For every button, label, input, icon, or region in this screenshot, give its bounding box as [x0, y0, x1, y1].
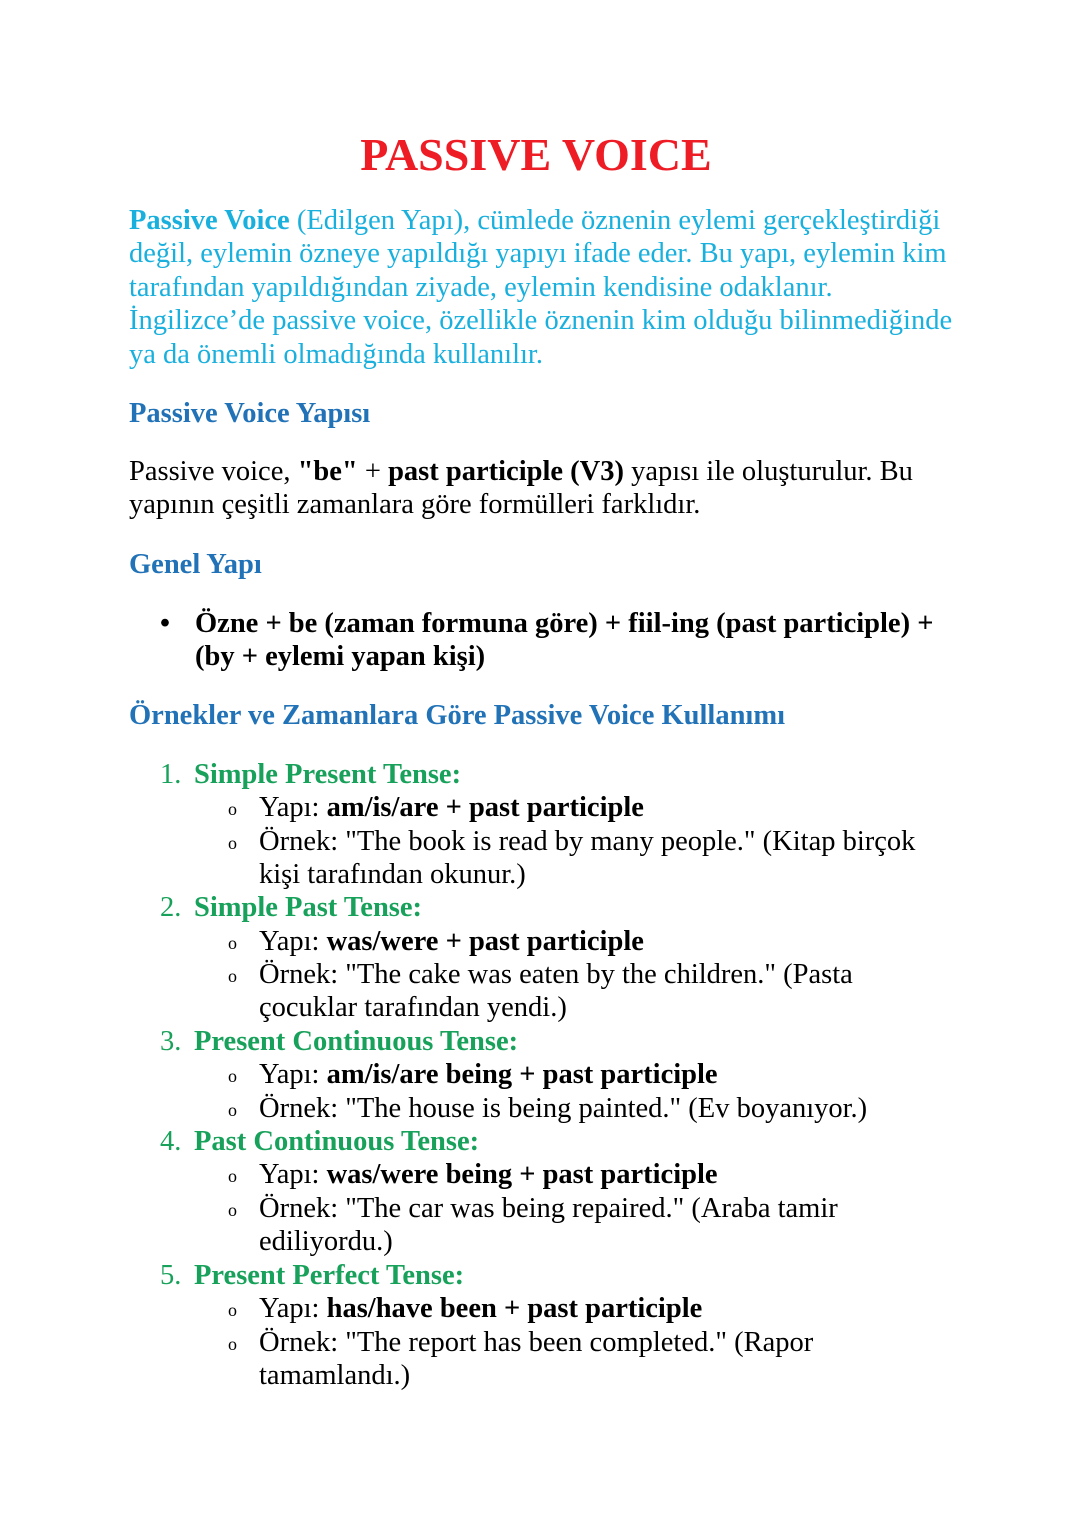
- structure-text-2: +: [357, 456, 389, 487]
- tense-name: Simple Present Tense:: [194, 759, 462, 790]
- bullet-icon: •: [160, 608, 170, 639]
- tense-number: 5.: [160, 1260, 182, 1291]
- tense-number: 1.: [160, 759, 182, 790]
- example-label: Örnek:: [259, 959, 346, 990]
- example-label: Örnek:: [259, 1327, 346, 1358]
- tense-name: Present Continuous Tense:: [194, 1026, 519, 1057]
- example-text: "The book is read by many people." (Kitap birçok kişi tarafından okunur.): [259, 826, 916, 891]
- heading-general: Genel Yapı: [129, 549, 262, 580]
- heading-structure: Passive Voice Yapısı: [129, 398, 371, 429]
- structure-formula: was/were + past participle: [326, 926, 644, 957]
- structure-be: "be": [297, 456, 358, 487]
- tense-name: Present Perfect Tense:: [194, 1260, 465, 1291]
- structure-label: Yapı:: [259, 1293, 327, 1324]
- structure-text-3: yapısı ile oluşturulur. Bu yapının çeşitli zamanlara göre formülleri farklıdır.: [129, 456, 913, 521]
- tense-number: 4.: [160, 1126, 182, 1157]
- structure-v3: past participle (V3): [388, 456, 624, 487]
- general-formula: Özne + be (zaman formuna göre) + fiil-ing (past participle) + (by + eylemi yapan kişi): [195, 608, 934, 673]
- structure-paragraph: [129, 455, 959, 522]
- heading-examples: Örnekler ve Zamanlara Göre Passive Voice Kullanımı: [129, 700, 786, 731]
- intro-term: Passive Voice: [129, 205, 290, 236]
- circle-bullet-icon: o: [228, 1300, 237, 1320]
- circle-bullet-icon: o: [228, 1334, 237, 1354]
- circle-bullet-icon: o: [228, 966, 237, 986]
- example-text: "The report has been completed." (Rapor tamamlandı.): [259, 1327, 814, 1392]
- example-text: "The car was being repaired." (Araba tamir ediliyordu.): [259, 1193, 838, 1258]
- example-text: "The house is being painted." (Ev boyanıyor.): [345, 1093, 868, 1124]
- structure-label: Yapı:: [259, 926, 327, 957]
- structure-text-1: Passive voice,: [129, 456, 298, 487]
- structure-label: Yapı:: [259, 1159, 327, 1190]
- circle-bullet-icon: o: [228, 933, 237, 953]
- example-label: Örnek:: [259, 1093, 346, 1124]
- circle-bullet-icon: o: [228, 1200, 237, 1220]
- example-text: "The cake was eaten by the children." (Pasta çocuklar tarafından yendi.): [259, 959, 853, 1024]
- structure-formula: am/is/are + past participle: [326, 792, 644, 823]
- example-label: Örnek:: [259, 826, 346, 857]
- structure-label: Yapı:: [259, 1059, 327, 1090]
- tense-name: Past Continuous Tense:: [194, 1126, 480, 1157]
- circle-bullet-icon: o: [228, 1166, 237, 1186]
- page-title: PASSIVE VOICE: [360, 129, 712, 180]
- structure-formula: am/is/are being + past participle: [326, 1059, 718, 1090]
- tense-number: 3.: [160, 1026, 182, 1057]
- circle-bullet-icon: o: [228, 1066, 237, 1086]
- tense-number: 2.: [160, 892, 182, 923]
- circle-bullet-icon: o: [228, 799, 237, 819]
- example-label: Örnek:: [259, 1193, 346, 1224]
- intro-paragraph: [129, 204, 959, 371]
- structure-formula: has/have been + past participle: [326, 1293, 703, 1324]
- structure-formula: was/were being + past participle: [326, 1159, 718, 1190]
- intro-text: (Edilgen Yapı), cümlede öznenin eylemi gerçekleştirdiği değil, eylemin özneye yapıldığı yapıyı ifade eder. Bu yapı, eylemin kim tarafından yapıldığından ziyade, eylemin kendisine odaklanır. İngilizce’de passive voice, özellikle öznenin kim olduğu bilinmediğinde ya da önemli olmadığında kullanılır.: [129, 205, 953, 370]
- circle-bullet-icon: o: [228, 1100, 237, 1120]
- structure-label: Yapı:: [259, 792, 327, 823]
- circle-bullet-icon: o: [228, 833, 237, 853]
- tense-name: Simple Past Tense:: [194, 892, 423, 923]
